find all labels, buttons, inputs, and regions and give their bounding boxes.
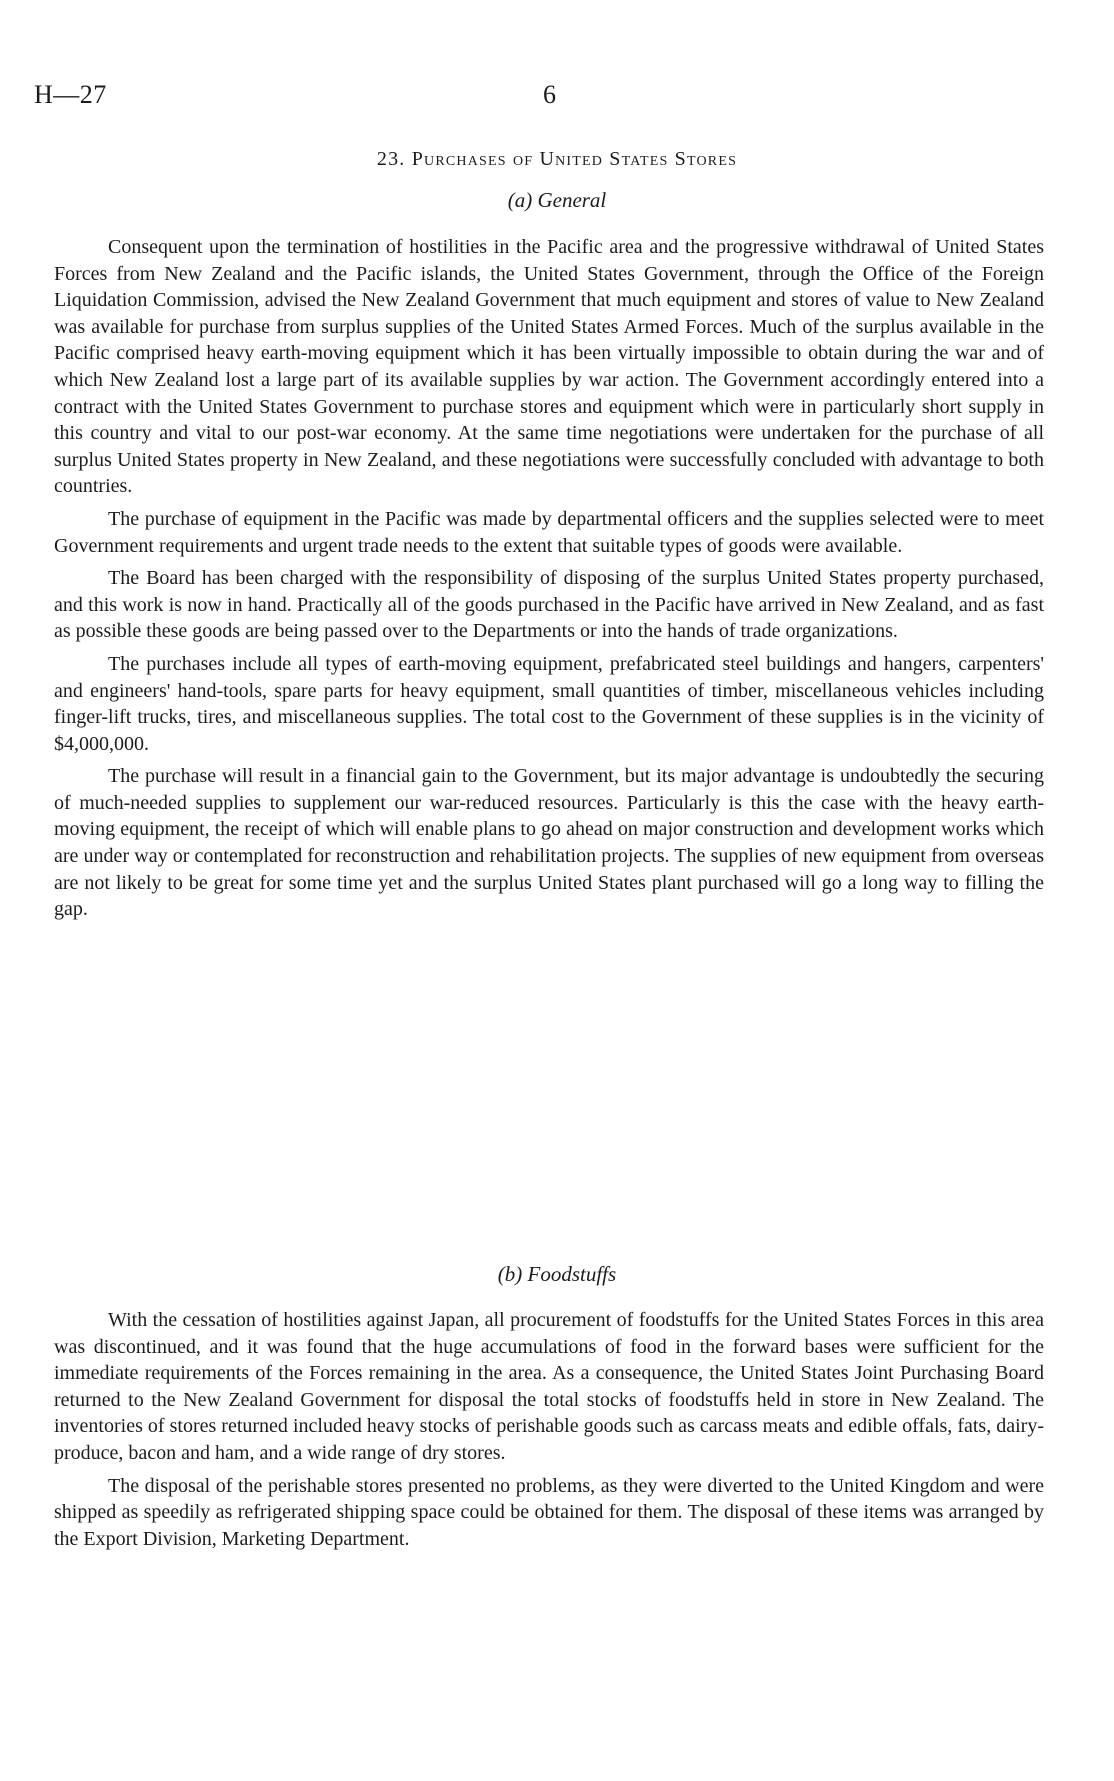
subsection-heading-general: (a) General	[507, 188, 607, 212]
paragraph: The Board has been charged with the responsibility of disposing of the surplus United States property purchased, and this work is now in hand. Practically all of the goods purchased in the Pacific have arrived in New Zealand, and as fast as possible these goods are being passed over to the Departments or into the hands of trade organizations.	[54, 567, 1044, 643]
page-number: 6	[543, 80, 556, 109]
paragraph: The purchase of equipment in the Pacific was made by departmental officers and the supplies selected were to meet Government requirements and urgent trade needs to the extent that suitable types of goods were available.	[54, 507, 1044, 557]
paragraph: The purchase will result in a financial gain to the Government, but its major advantage is undoubtedly the securing of much-needed supplies to supplement our war-reduced resources. Particularly is this the case with the heavy earth-moving equipment, the receipt of which will enable plans to go ahead on major construction and development works which are under way or contemplated for reconstruction and rehabilitation projects. The supplies of new equipment from overseas are not likely to be great for some time yet and the surplus United States plant purchased will go a long way to filling the gap.	[54, 765, 1044, 921]
subsection-heading-foodstuffs: (b) Foodstuffs	[497, 1262, 617, 1286]
paragraph: The purchases include all types of earth-moving equipment, prefabricated steel buildings and hangers, carpenters' and engineers' hand-tools, spare parts for heavy equipment, small quantities of timber, miscellaneous vehicles including finger-lift trucks, tires, and miscellaneous supplies. The total cost to the Government of these supplies is in the vicinity of $4,000,000.	[54, 652, 1044, 755]
page-reference: H—27	[34, 80, 107, 109]
section-heading: 23. Purchases of United States Stores	[376, 148, 738, 170]
subsection-foodstuffs-body	[54, 1307, 1044, 1558]
paragraph: Consequent upon the termination of hostilities in the Pacific area and the progressive withdrawal of United States Forces from New Zealand and the Pacific islands, the United States Government, through the Office of the Foreign Liquidation Commission, advised the New Zealand Government that much equipment and stores of value to New Zealand was available for purchase from surplus supplies of the United States Armed Forces. Much of the surplus available in the Pacific comprised heavy earth-moving equipment which it has been virtually impossible to obtain during the war and of which New Zealand lost a large part of its available supplies by war action. The Government accordingly entered into a contract with the United States Government to purchase stores and equipment which were in particularly short supply in this country and vital to our post-war economy. At the same time negotiations were undertaken for the purchase of all surplus United States property in New Zealand, and these negotiations were successfully concluded with advantage to both countries.	[54, 236, 1044, 498]
subsection-general-body	[54, 234, 1044, 929]
paragraph: With the cessation of hostilities against Japan, all procurement of foodstuffs for the United States Forces in this area was discontinued, and it was found that the huge accumulations of food in the forward bases were sufficient for the immediate requirements of the Forces remaining in the area. As a consequence, the United States Joint Purchasing Board returned to the New Zealand Government for disposal the total stocks of foodstuffs held in store in New Zealand. The inventories of stores returned included heavy stocks of perishable goods such as carcass meats and edible offals, fats, dairy-produce, bacon and ham, and a wide range of dry stores.	[54, 1309, 1044, 1464]
paragraph: The disposal of the perishable stores presented no problems, as they were diverted to the United Kingdom and were shipped as speedily as refrigerated shipping space could be obtained for them. The disposal of these items was arranged by the Export Division, Marketing Department.	[54, 1474, 1044, 1550]
